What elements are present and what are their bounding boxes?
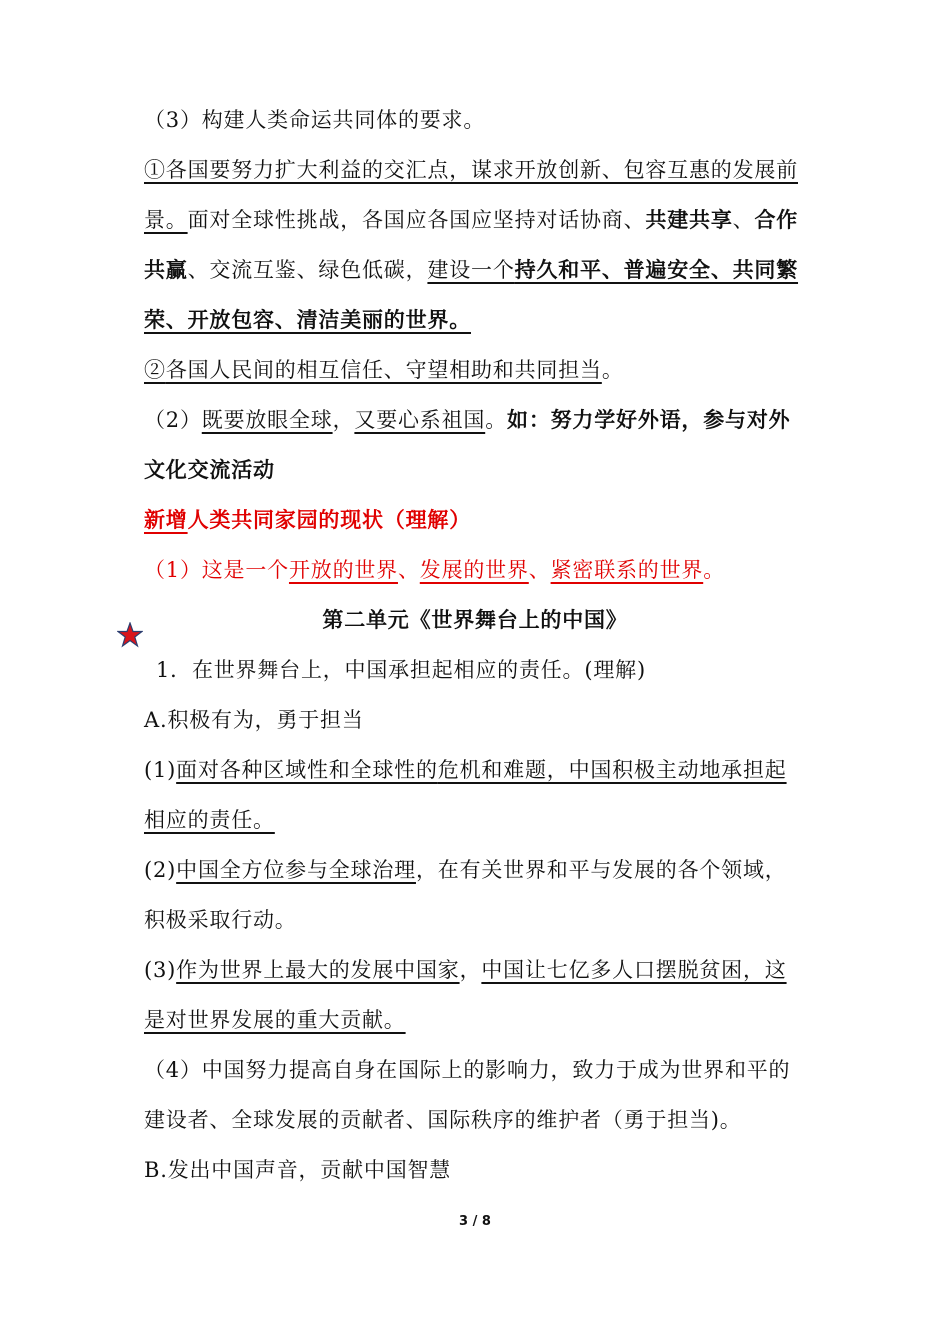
unit-2-title: 第二单元《世界舞台上的中国》 xyxy=(322,608,628,632)
a-item-4-line-2: 建设者、全球发展的贡献者、国际秩序的维护者（勇于担当)。 xyxy=(144,1108,742,1132)
item-2-line-2: 文化交流活动 xyxy=(144,458,275,482)
page-number: 3 / 8 xyxy=(459,1214,491,1229)
section-1-heading: 1．在世界舞台上，中国承担起相应的责任。(理解) xyxy=(156,658,646,682)
a-item-1-line-1: (1)面对各种区域性和全球性的危机和难题，中国积极主动地承担起 xyxy=(144,758,787,782)
section-a-heading: A.积极有为，勇于担当 xyxy=(144,708,364,732)
a-item-4-line-1: （4）中国努力提高自身在国际上的影响力，致力于成为世界和平的 xyxy=(144,1058,791,1082)
a-item-2-line-2: 积极采取行动。 xyxy=(144,908,297,932)
a-item-3-line-1: (3)作为世界上最大的发展中国家，中国让七亿多人口摆脱贫困，这 xyxy=(144,958,787,982)
para-2-line: ②各国人民间的相互信任、守望相助和共同担当。 xyxy=(144,358,624,382)
section-b-heading: B.发出中国声音，贡献中国智慧 xyxy=(144,1158,452,1182)
para-1-line-4: 荣、开放包容、清洁美丽的世界。 xyxy=(144,308,471,332)
new-section-item-1: （1）这是一个开放的世界、发展的世界、紧密联系的世界。 xyxy=(144,558,726,582)
new-section-heading: 新增人类共同家园的现状（理解） xyxy=(144,508,472,532)
para-1-line-3: 共赢、交流互鉴、绿色低碳，建设一个持久和平、普遍安全、共同繁 xyxy=(144,258,799,282)
a-item-3-line-2: 是对世界发展的重大贡献。 xyxy=(144,1008,406,1032)
para-1-line-1: ①各国要努力扩大利益的交汇点，谋求开放创新、包容互惠的发展前 xyxy=(144,158,798,182)
a-item-2-line-1: (2)中国全方位参与全球治理，在有关世界和平与发展的各个领域， xyxy=(144,858,787,882)
para-1-line-2: 景。面对全球性挑战，各国应各国应坚持对话协商、共建共享、合作 xyxy=(144,208,799,232)
a-item-1-line-2: 相应的责任。 xyxy=(144,808,275,832)
item-3-heading: （3）构建人类命运共同体的要求。 xyxy=(144,108,486,132)
item-2-line-1: （2）既要放眼全球，又要心系祖国。如：努力学好外语，参与对外 xyxy=(144,408,791,432)
